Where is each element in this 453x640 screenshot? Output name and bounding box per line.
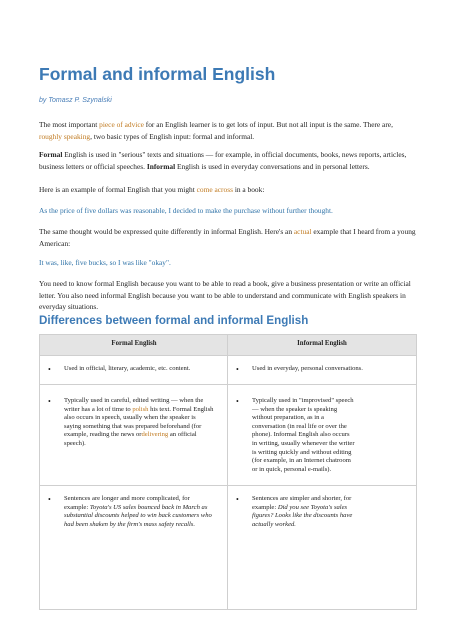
bold-term-informal: Informal [146, 161, 176, 171]
italic-example: Toyota's US sales bounced back in March as substantial discounts helped to win back customers who had been shaken by the firm's mass safety recalls. [64, 503, 212, 528]
text-run: Sentences are longer and more complicated, for example: [64, 495, 190, 511]
highlighted-phrase: delivering [141, 431, 169, 439]
bullet: • [48, 397, 51, 406]
text-run: example that I heard from a young American: [39, 227, 416, 248]
highlighted-phrase: piece of advice [99, 120, 144, 129]
byline: by Tomasz P. Szynalski [39, 97, 112, 104]
text-run: his text. Formal English also occurs in speech, usually when the speaker is saying something that was prepared beforehand (for example, reading the news or [64, 405, 214, 439]
cell-text [64, 495, 214, 529]
comparison-table [39, 334, 417, 610]
intro-paragraph [39, 119, 417, 142]
highlighted-phrase: come across [196, 185, 233, 194]
section-heading: Differences between formal and informal English [39, 314, 309, 327]
bullet: • [236, 365, 239, 374]
formal-informal-paragraph [39, 149, 417, 172]
bullet: • [236, 397, 239, 406]
cell-text: Used in official, literary, academic, etc. content. [64, 365, 191, 372]
table-header-row [40, 335, 416, 355]
need-both-paragraph: You need to know formal English because you want to be able to read a book, give a business presentation or write an official letter. You also need informal English because you want to be able to understand and communicate with English speakers in everyday situations. [39, 279, 411, 311]
highlighted-phrase: roughly speaking [39, 131, 91, 141]
text-run: in a book: [232, 185, 265, 194]
cell-text [64, 397, 214, 449]
column-header-informal: Informal English [297, 340, 347, 347]
same-thought-paragraph [39, 226, 417, 249]
informal-example-sentence: It was, like, five bucks, so I was like "okay". [39, 258, 171, 267]
text-run: The same thought would be expressed quite differently in informal English. Here's an [39, 227, 294, 236]
bullet: • [48, 495, 51, 504]
column-header-formal: Formal English [111, 340, 157, 347]
row-divider [40, 384, 416, 385]
text-run: Here is an example of formal English that you might [39, 185, 197, 194]
row-divider [40, 355, 416, 356]
bullet: • [48, 365, 51, 374]
formal-example-sentence: As the price of five dollars was reasonable, I decided to make the purchase without further thought. [39, 206, 333, 215]
text-run: The most important [39, 120, 100, 129]
row-divider [40, 485, 416, 486]
highlighted-phrase: polish [132, 405, 149, 413]
column-divider [227, 335, 228, 609]
text-run: English is used in everyday conversations and in personal letters. [175, 161, 370, 171]
text-run: Typically used in careful, edited writing — when the writer has a lot of time to [64, 397, 204, 413]
bold-term-formal: Formal [39, 150, 63, 159]
text-run: Sentences are simpler and shorter, for example: [252, 495, 352, 511]
text-run: English is used in "serious" texts and situations — for example, in official documents, books, news reports, articles, business letters or official speeches. [39, 150, 407, 171]
text-run: an official speech). [64, 431, 197, 447]
example-intro-paragraph [39, 184, 417, 196]
highlighted-phrase: actual [293, 227, 312, 236]
bullet: • [236, 495, 239, 504]
cell-text: Used in everyday, personal conversations. [252, 365, 363, 372]
italic-example: Did you see Toyota's sales figures? Looks like the discounts have actually worked. [252, 503, 353, 528]
cell-text [252, 495, 358, 529]
cell-text: Typically used in "improvised" speech — when the speaker is speaking without preparation, as in a conversation (in real life or over the phone). Informal English also occurs in writing, usually whenever the writer is writing quickly and without editing (for example, in an Internet chatroom or in quick, personal e-mails). [252, 397, 355, 473]
text-run: , two basic types of English input: formal and informal. [90, 131, 255, 141]
page-title: Formal and informal English [39, 64, 276, 84]
text-run: for an English learner is to get lots of input. But not all input is the same. There are, [143, 120, 393, 129]
